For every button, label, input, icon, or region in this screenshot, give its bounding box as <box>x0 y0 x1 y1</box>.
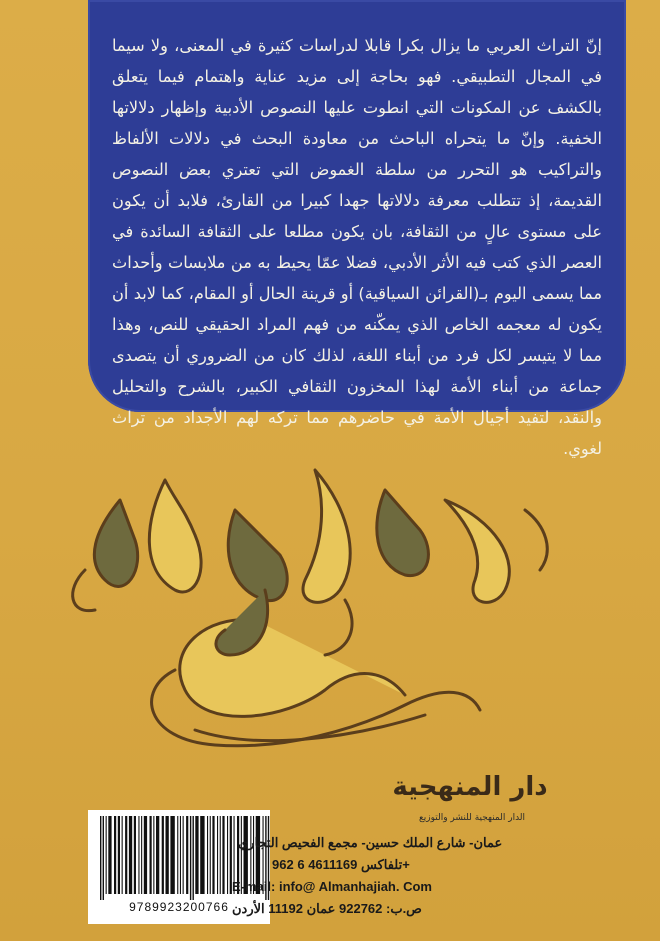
publisher-po-box: ص.ب: 922762 عمان 11192 الأردن <box>232 901 422 916</box>
barcode-bar <box>108 816 111 894</box>
barcode-bar <box>129 816 132 894</box>
barcode-bar <box>186 816 188 894</box>
barcode-bar <box>180 816 181 894</box>
barcode-bar <box>220 816 221 894</box>
barcode-bar <box>166 816 169 894</box>
barcode-bar <box>122 816 123 894</box>
barcode-bar <box>125 816 127 894</box>
barcode-bar <box>100 816 101 900</box>
barcode-bar <box>144 816 147 894</box>
barcode-bar <box>210 816 211 894</box>
barcode-bar <box>200 816 204 894</box>
publisher-address: عمان- شارع الملك حسين- مجمع الفحيص التجاري <box>238 835 503 850</box>
barcode-bar <box>207 816 208 894</box>
barcode-bar <box>162 816 164 894</box>
barcode-bar <box>212 816 214 894</box>
barcode-bar <box>150 816 152 894</box>
barcode-bar <box>193 816 194 900</box>
barcode-bar <box>103 816 104 900</box>
barcode-bar <box>141 816 142 894</box>
publisher-logo <box>392 755 548 813</box>
barcode-bar <box>217 816 218 894</box>
barcode-bar <box>177 816 178 894</box>
barcode-bar <box>153 816 154 894</box>
barcode-bar <box>190 816 191 900</box>
barcode-bar <box>195 816 198 894</box>
publisher-contact <box>232 832 562 920</box>
barcode-bar <box>183 816 184 894</box>
barcode-bar <box>170 816 174 894</box>
publisher-subtitle: الدار المنهجية للنشر والتوزيع <box>418 813 526 823</box>
publisher-email: E-mail: info@ Almanhajiah. Com <box>232 879 432 894</box>
svg-text:دار المنهجية: دار المنهجية <box>392 772 548 802</box>
barcode-bar <box>138 816 139 894</box>
publisher-phone: تلفاكس 4611169 6 962+ <box>272 857 410 872</box>
barcode-bar <box>222 816 224 894</box>
blurb-text: إنّ التراث العربي ما يزال بكرا قابلا لدراسات كثيرة في المعنى، ولا سيما في المجال التطبيقي. فهو بحاجة إلى مزيد عناية واهتمام فيما يتعلق بالكشف عن المكونات التي انطوت عليها النصوص الأدبية وإظهار دلالاتها الخفية. وإنّ ما يتحراه الباحث من معاودة البحث في دلالات الألفاظ والتراكيب هو التحرر من سلطة الغموض التي تعتري بعض النصوص القديمة، إذ تتطلب معرفة دلالاتها جهدا كبيرا من القارئ، فلابد أن يكون على مستوى عالٍ من الثقافة، بان يكون مطلعا على الثقافة السائدة في العصر الذي كتب فيه الأثر الأدبي، فضلا عمّا يحيط به من ملابسات وأحداث مما يسمى اليوم بـ(القرائن السياقية) أو قرينة الحال أو المقام، كما لابد أن يكون له معجمه الخاص الذي يمكّنه من فهم المراد الحقيقي للنص، وهذا مما لا يتيسر لكل فرد من أبناء اللغة، لذلك كان من الضروري أن يتصدى جماعة من أبناء الأمة لهذا المخزون الثقافي الكبير، بالشرح والتحليل والنقد، لتفيد أجيال الأمة في حاضرهم مما تركه لهم الأجداد من تراث لغوي. <box>112 36 602 458</box>
calligraphy-artwork <box>25 440 585 780</box>
barcode-bar <box>156 816 159 894</box>
barcode-bar <box>227 816 228 894</box>
barcode-bar <box>106 816 107 894</box>
barcode-bar <box>134 816 136 894</box>
barcode-bar <box>114 816 116 894</box>
barcode-bar <box>118 816 120 894</box>
isbn-number: 9789923200766 <box>129 900 229 914</box>
